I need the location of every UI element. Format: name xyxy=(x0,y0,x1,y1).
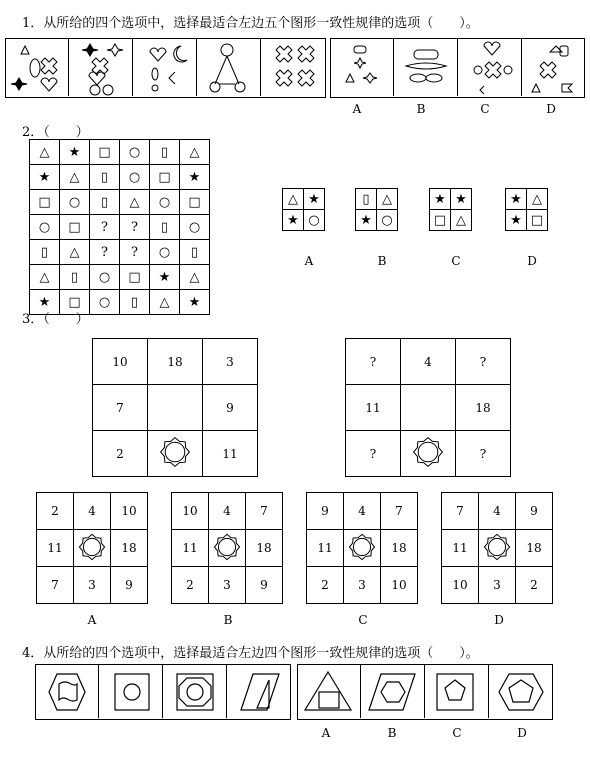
q2-grid-cell: ▯ xyxy=(30,240,60,265)
q3-option-cell: 3 xyxy=(344,567,381,604)
q3-option-cell: 2 xyxy=(37,493,74,530)
q2-option-cell: △ xyxy=(527,189,548,210)
q3-grid-cell: 11 xyxy=(346,385,401,431)
q2-option-cell: △ xyxy=(377,189,398,210)
q2-grid-cell: ○ xyxy=(120,165,150,190)
q2-grid-cell: △ xyxy=(180,265,210,290)
q2-grid-cell: □ xyxy=(120,265,150,290)
q3-option-cell: 4 xyxy=(479,493,516,530)
q2-option-cell: △ xyxy=(451,210,472,231)
q3-option-cell: 9 xyxy=(307,493,344,530)
octagram-icon xyxy=(412,436,444,468)
q3-option-cell: 9 xyxy=(246,567,283,604)
q2-grid-cell: ? xyxy=(120,240,150,265)
q3-grid-cell: 18 xyxy=(148,339,203,385)
q2-option-cell: ○ xyxy=(304,210,325,231)
q3-option-a-label[interactable]: A xyxy=(87,613,97,627)
octagram-icon xyxy=(213,533,241,561)
octagram-icon xyxy=(483,533,511,561)
q2-grid-cell: △ xyxy=(180,140,210,165)
q4-option-d-label[interactable]: D xyxy=(517,726,527,740)
q2-grid-cell: ★ xyxy=(180,290,210,315)
q2-option-cell: ★ xyxy=(283,210,304,231)
q3-option-cell: 4 xyxy=(344,493,381,530)
q3-option-cell: 18 xyxy=(516,530,553,567)
q2-grid-cell: □ xyxy=(30,190,60,215)
q1-option-a-label[interactable]: A xyxy=(352,102,362,116)
q3-grid-cell: 11 xyxy=(203,431,258,477)
q2-grid-cell: ? xyxy=(120,215,150,240)
q2-grid-cell: ○ xyxy=(180,215,210,240)
q3-option-cell: 4 xyxy=(209,493,246,530)
q2-option-cell: □ xyxy=(527,210,548,231)
q3-grid-cell: 18 xyxy=(456,385,511,431)
q4-option-figures xyxy=(297,664,553,720)
q2-grid-cell: ★ xyxy=(30,165,60,190)
q3-grid-cell: 2 xyxy=(93,431,148,477)
q3-grid-cell: 4 xyxy=(401,339,456,385)
q4-option-c-label[interactable]: C xyxy=(452,726,462,740)
q3-grid-cell xyxy=(401,385,456,431)
q3-option-b-grid[interactable] xyxy=(171,492,283,604)
q3-option-cell: 3 xyxy=(209,567,246,604)
q3-option-cell: 2 xyxy=(516,567,553,604)
q3-option-cell: 18 xyxy=(246,530,283,567)
q2-grid-cell: ? xyxy=(90,215,120,240)
q2-grid-cell: ○ xyxy=(120,140,150,165)
q3-grid-cell xyxy=(148,385,203,431)
q3-right-grid xyxy=(345,338,511,477)
octagram-icon xyxy=(159,436,191,468)
q3-grid-cell: 10 xyxy=(93,339,148,385)
q2-grid-cell: ▯ xyxy=(60,265,90,290)
q4-sequence-figures xyxy=(35,664,291,720)
q3-option-cell: 11 xyxy=(442,530,479,567)
q4-option-a-label[interactable]: A xyxy=(321,726,331,740)
q2-grid-cell: ★ xyxy=(180,165,210,190)
q2-option-b-grid[interactable] xyxy=(355,188,398,231)
q3-grid-cell: ? xyxy=(456,431,511,477)
q3-option-cell: 10 xyxy=(442,567,479,604)
q3-option-cell xyxy=(344,530,381,567)
q3-option-cell: 10 xyxy=(172,493,209,530)
q2-grid-cell: ○ xyxy=(150,240,180,265)
q2-grid-cell: ▯ xyxy=(120,290,150,315)
q2-option-a-grid[interactable] xyxy=(282,188,325,231)
q2-grid-cell: □ xyxy=(90,140,120,165)
q2-grid-cell: ▯ xyxy=(150,215,180,240)
q3-option-b-label[interactable]: B xyxy=(223,613,233,627)
q3-option-cell: 7 xyxy=(381,493,418,530)
q3-option-cell: 4 xyxy=(74,493,111,530)
q3-option-c-grid[interactable] xyxy=(306,492,418,604)
q3-option-cell: 9 xyxy=(516,493,553,530)
octagram-icon xyxy=(348,533,376,561)
q2-option-c-grid[interactable] xyxy=(429,188,472,231)
q1-option-c-label[interactable]: C xyxy=(480,102,490,116)
q2-grid-cell: ? xyxy=(90,240,120,265)
q2-grid-cell: □ xyxy=(150,165,180,190)
q3-option-cell: 7 xyxy=(37,567,74,604)
q2-grid-cell: ★ xyxy=(150,265,180,290)
q3-option-cell xyxy=(209,530,246,567)
q2-option-cell: ★ xyxy=(451,189,472,210)
q4-option-b-label[interactable]: B xyxy=(387,726,397,740)
question-2-text: 2．（ ） xyxy=(22,125,89,140)
q3-option-cell xyxy=(74,530,111,567)
q2-grid-cell: ○ xyxy=(90,265,120,290)
q3-option-cell: 2 xyxy=(307,567,344,604)
q2-option-cell: ★ xyxy=(430,189,451,210)
q3-grid-cell: 7 xyxy=(93,385,148,431)
q3-grid-cell: ? xyxy=(346,431,401,477)
q3-option-d-label[interactable]: D xyxy=(494,613,504,627)
q2-option-cell: ★ xyxy=(304,189,325,210)
q2-grid-cell: △ xyxy=(150,290,180,315)
q3-option-cell: 3 xyxy=(479,567,516,604)
q2-option-d-grid[interactable] xyxy=(505,188,548,231)
q2-grid-cell: ▯ xyxy=(90,165,120,190)
q2-grid-cell: ○ xyxy=(30,215,60,240)
q3-grid-cell xyxy=(148,431,203,477)
q2-grid-cell: △ xyxy=(120,190,150,215)
q3-left-grid xyxy=(92,338,258,477)
q2-grid-cell: ★ xyxy=(60,140,90,165)
q3-grid-cell: ? xyxy=(346,339,401,385)
q3-grid-cell: 3 xyxy=(203,339,258,385)
q2-option-a-label[interactable]: A xyxy=(304,254,314,268)
q3-option-d-grid[interactable] xyxy=(441,492,553,604)
q1-option-b-label[interactable]: B xyxy=(416,102,426,116)
q3-grid-cell: ? xyxy=(456,339,511,385)
q2-grid-cell: △ xyxy=(60,240,90,265)
q2-option-cell: ○ xyxy=(377,210,398,231)
q2-option-b-label[interactable]: B xyxy=(377,254,387,268)
q3-grid-cell xyxy=(401,431,456,477)
q3-grid-cell: 9 xyxy=(203,385,258,431)
q2-grid-cell: △ xyxy=(30,265,60,290)
q2-grid-cell: □ xyxy=(60,215,90,240)
q1-option-figures xyxy=(330,38,585,98)
q2-option-cell: △ xyxy=(283,189,304,210)
q2-option-cell: ★ xyxy=(506,189,527,210)
question-1-text: 1．从所给的四个选项中，选择最适合左边五个图形一致性规律的选项（ ）。 xyxy=(22,16,479,31)
question-4-text: 4．从所给的四个选项中，选择最适合左边四个图形一致性规律的选项（ ）。 xyxy=(22,646,479,661)
q2-grid-cell: □ xyxy=(60,290,90,315)
q3-option-cell: 7 xyxy=(442,493,479,530)
q3-option-cell xyxy=(479,530,516,567)
q3-option-cell: 9 xyxy=(111,567,148,604)
q2-grid-cell: ▯ xyxy=(180,240,210,265)
q2-main-grid xyxy=(29,139,210,315)
q3-option-cell: 11 xyxy=(307,530,344,567)
q1-option-d-label[interactable]: D xyxy=(546,102,556,116)
q2-option-cell: ▯ xyxy=(356,189,377,210)
q2-grid-cell: ○ xyxy=(60,190,90,215)
q2-option-cell: ★ xyxy=(356,210,377,231)
q3-option-cell: 11 xyxy=(37,530,74,567)
q3-option-cell: 18 xyxy=(111,530,148,567)
octagram-icon xyxy=(78,533,106,561)
q3-option-a-grid[interactable] xyxy=(36,492,148,604)
q2-grid-cell: ★ xyxy=(30,290,60,315)
q2-grid-cell: ○ xyxy=(90,290,120,315)
q2-grid-cell: □ xyxy=(180,190,210,215)
q2-option-c-label[interactable]: C xyxy=(451,254,461,268)
q3-option-cell: 10 xyxy=(381,567,418,604)
q3-option-c-label[interactable]: C xyxy=(358,613,368,627)
q2-grid-cell: △ xyxy=(30,140,60,165)
q3-option-cell: 2 xyxy=(172,567,209,604)
q2-option-cell: □ xyxy=(430,210,451,231)
q3-option-cell: 3 xyxy=(74,567,111,604)
q2-grid-cell: ▯ xyxy=(90,190,120,215)
q2-grid-cell: ○ xyxy=(150,190,180,215)
q3-option-cell: 11 xyxy=(172,530,209,567)
q3-option-cell: 10 xyxy=(111,493,148,530)
q2-grid-cell: ▯ xyxy=(150,140,180,165)
q2-option-d-label[interactable]: D xyxy=(527,254,537,268)
question-3-text: 3．（ ） xyxy=(22,312,89,327)
q1-sequence-figures xyxy=(5,38,326,98)
q2-grid-cell: △ xyxy=(60,165,90,190)
q2-option-cell: ★ xyxy=(506,210,527,231)
q3-option-cell: 18 xyxy=(381,530,418,567)
q3-option-cell: 7 xyxy=(246,493,283,530)
